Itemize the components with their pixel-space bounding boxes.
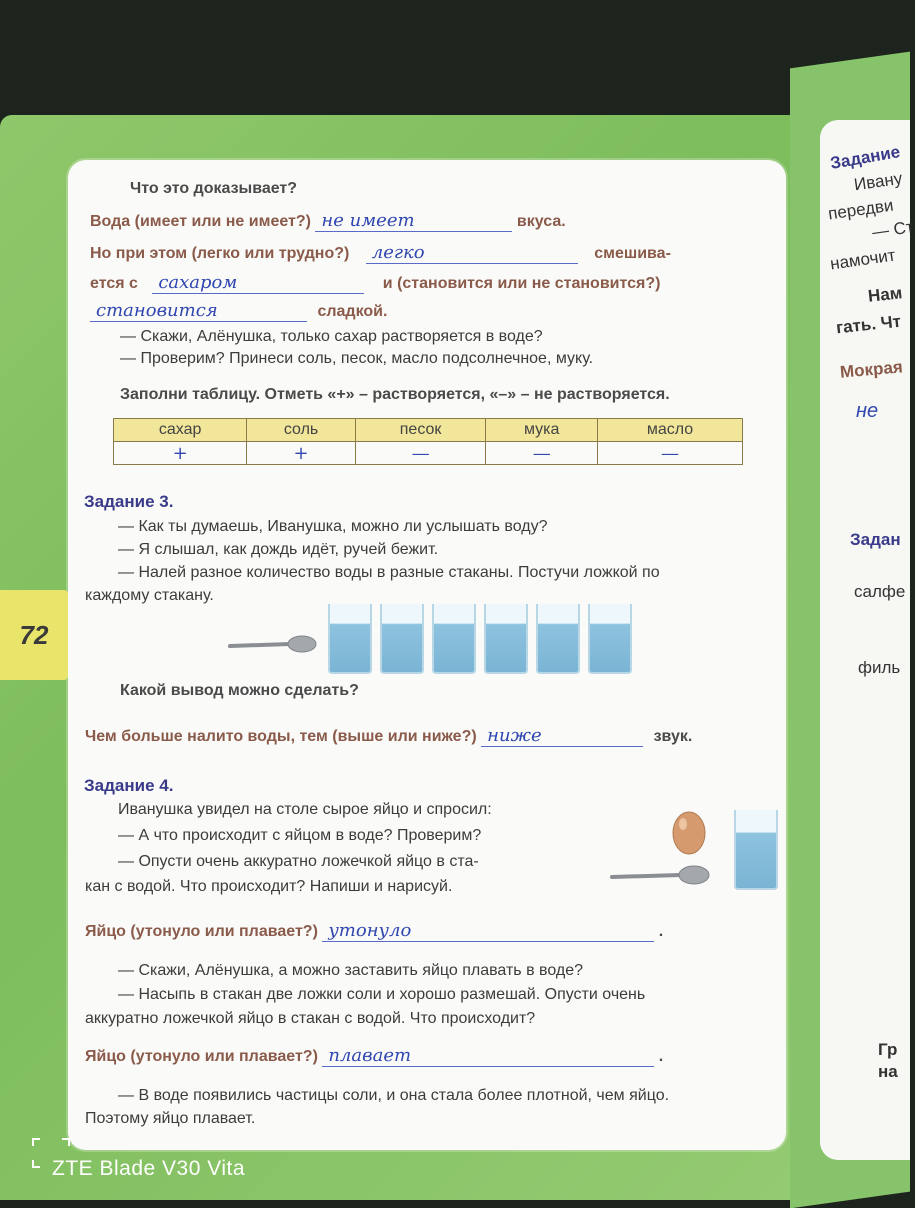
dialog-line: — Я слышал, как дождь идёт, ручей бежит. — [118, 541, 439, 558]
prompt-text: Но при этом (легко или трудно?) — [90, 245, 350, 262]
right-text: передви — [826, 195, 895, 224]
glass-icon — [380, 604, 424, 674]
period-text: . — [658, 1048, 664, 1065]
glass-icon — [432, 604, 476, 674]
intro-question: Что это доказывает? — [130, 180, 298, 197]
right-text: Задан — [850, 530, 901, 549]
intro-line-3 — [90, 272, 660, 294]
table-cell[interactable]: + — [114, 442, 247, 465]
task-3-title: Задание 3. — [84, 492, 174, 511]
prompt-text: вкуса. — [516, 213, 566, 230]
table-cell[interactable]: + — [247, 442, 355, 465]
glass-icon — [484, 604, 528, 674]
handwritten-answer[interactable]: становится — [90, 300, 307, 322]
prompt-text: сладкой. — [317, 303, 388, 320]
right-text: — Ст — [870, 217, 915, 242]
table-cell[interactable]: — — [598, 442, 743, 465]
right-text: Ивану — [852, 168, 904, 195]
right-text: Мокрая — [839, 357, 904, 382]
table-header: песок — [355, 419, 486, 442]
right-text: салфе — [854, 582, 906, 601]
prompt-text: и (становится или не становится?) — [382, 275, 661, 292]
intro-line-1 — [90, 210, 566, 232]
glass-icon — [588, 604, 632, 674]
table-instruction: Заполни таблицу. Отметь «+» – растворяется, «–» – не растворяется. — [120, 386, 670, 403]
handwritten-answer[interactable]: плавает — [322, 1045, 654, 1067]
spoon-icon — [228, 630, 320, 660]
task-4-answer-line-2 — [85, 1045, 663, 1067]
table-header: масло — [598, 419, 743, 442]
table-row — [114, 442, 743, 465]
prompt-text: смешива- — [594, 245, 671, 262]
right-text: намочит — [828, 245, 897, 274]
glass-icon — [536, 604, 580, 674]
handwritten-answer[interactable]: ниже — [481, 725, 643, 747]
table-header: мука — [486, 419, 598, 442]
dialog-line: каждому стакану. — [85, 587, 214, 604]
solubility-table — [113, 418, 743, 465]
task-4-answer-line-1 — [85, 920, 663, 942]
intro-line-2 — [90, 242, 671, 264]
right-text: Нам — [867, 283, 904, 306]
dialog-line: — Опусти очень аккуратно ложечкой яйцо в ста- — [118, 853, 479, 870]
camera-watermark: ZTE Blade V30 Vita — [52, 1157, 246, 1180]
right-text: Задание — [828, 142, 902, 173]
spoon-icon — [610, 860, 714, 890]
dialog-line: — Как ты думаешь, Иванушка, можно ли услышать воду? — [118, 518, 548, 535]
dialog-line: Поэтому яйцо плавает. — [85, 1110, 256, 1127]
prompt-text: ется с — [90, 275, 138, 292]
right-text: Гр — [878, 1040, 898, 1059]
dialog-line: кан с водой. Что происходит? Напиши и нарисуй. — [85, 878, 453, 895]
prompt-text: звук. — [653, 728, 693, 745]
period-text: . — [658, 923, 664, 940]
page-number: 72 — [19, 619, 49, 650]
prompt-text: Вода (имеет или не имеет?) — [90, 213, 311, 230]
task-4-title: Задание 4. — [84, 776, 174, 795]
dialog-line: аккуратно ложечкой яйцо в стакан с водой. Что происходит? — [85, 1010, 536, 1027]
glass-icon — [328, 604, 372, 674]
page-number-tab — [0, 590, 68, 680]
right-text: филь — [858, 658, 901, 677]
dialog-line: — Скажи, Алёнушка, только сахар растворяется в воде? — [120, 328, 543, 345]
dialog-line: — Насыпь в стакан две ложки соли и хорошо размешай. Опусти очень — [118, 986, 646, 1003]
right-text: не — [856, 400, 879, 422]
handwritten-answer[interactable]: не имеет — [315, 210, 512, 232]
handwritten-answer[interactable]: сахаром — [152, 272, 364, 294]
task-3-answer-line — [85, 725, 692, 747]
table-cell[interactable]: — — [355, 442, 486, 465]
prompt-text: Чем больше налито воды, тем (выше или ниже?) — [85, 728, 477, 745]
table-header: соль — [247, 419, 355, 442]
table-cell[interactable]: — — [486, 442, 598, 465]
dialog-line: — В воде появились частицы соли, и она стала более плотной, чем яйцо. — [118, 1087, 670, 1104]
glass-icon — [734, 810, 778, 890]
right-page — [820, 120, 915, 1160]
table-header: сахар — [114, 419, 247, 442]
table-header-row — [114, 419, 743, 442]
dialog-line: — Налей разное количество воды в разные стаканы. Постучи ложкой по — [118, 564, 660, 581]
handwritten-answer[interactable]: утонуло — [322, 920, 654, 942]
egg-icon — [668, 806, 710, 856]
dialog-line: — Скажи, Алёнушка, а можно заставить яйцо плавать в воде? — [118, 962, 584, 979]
dialog-line: — А что происходит с яйцом в воде? Проверим? — [118, 827, 482, 844]
right-text: гать. Чт — [835, 311, 902, 338]
dialog-line: — Проверим? Принеси соль, песок, масло подсолнечное, муку. — [120, 350, 594, 367]
right-text: на — [878, 1062, 898, 1081]
task-3-question: Какой вывод можно сделать? — [120, 682, 359, 699]
prompt-text: Яйцо (утонуло или плавает?) — [85, 923, 318, 940]
intro-line-4 — [90, 300, 387, 322]
prompt-text: Яйцо (утонуло или плавает?) — [85, 1048, 318, 1065]
handwritten-answer[interactable]: легко — [366, 242, 578, 264]
dialog-line: Иванушка увидел на столе сырое яйцо и спросил: — [118, 801, 492, 818]
